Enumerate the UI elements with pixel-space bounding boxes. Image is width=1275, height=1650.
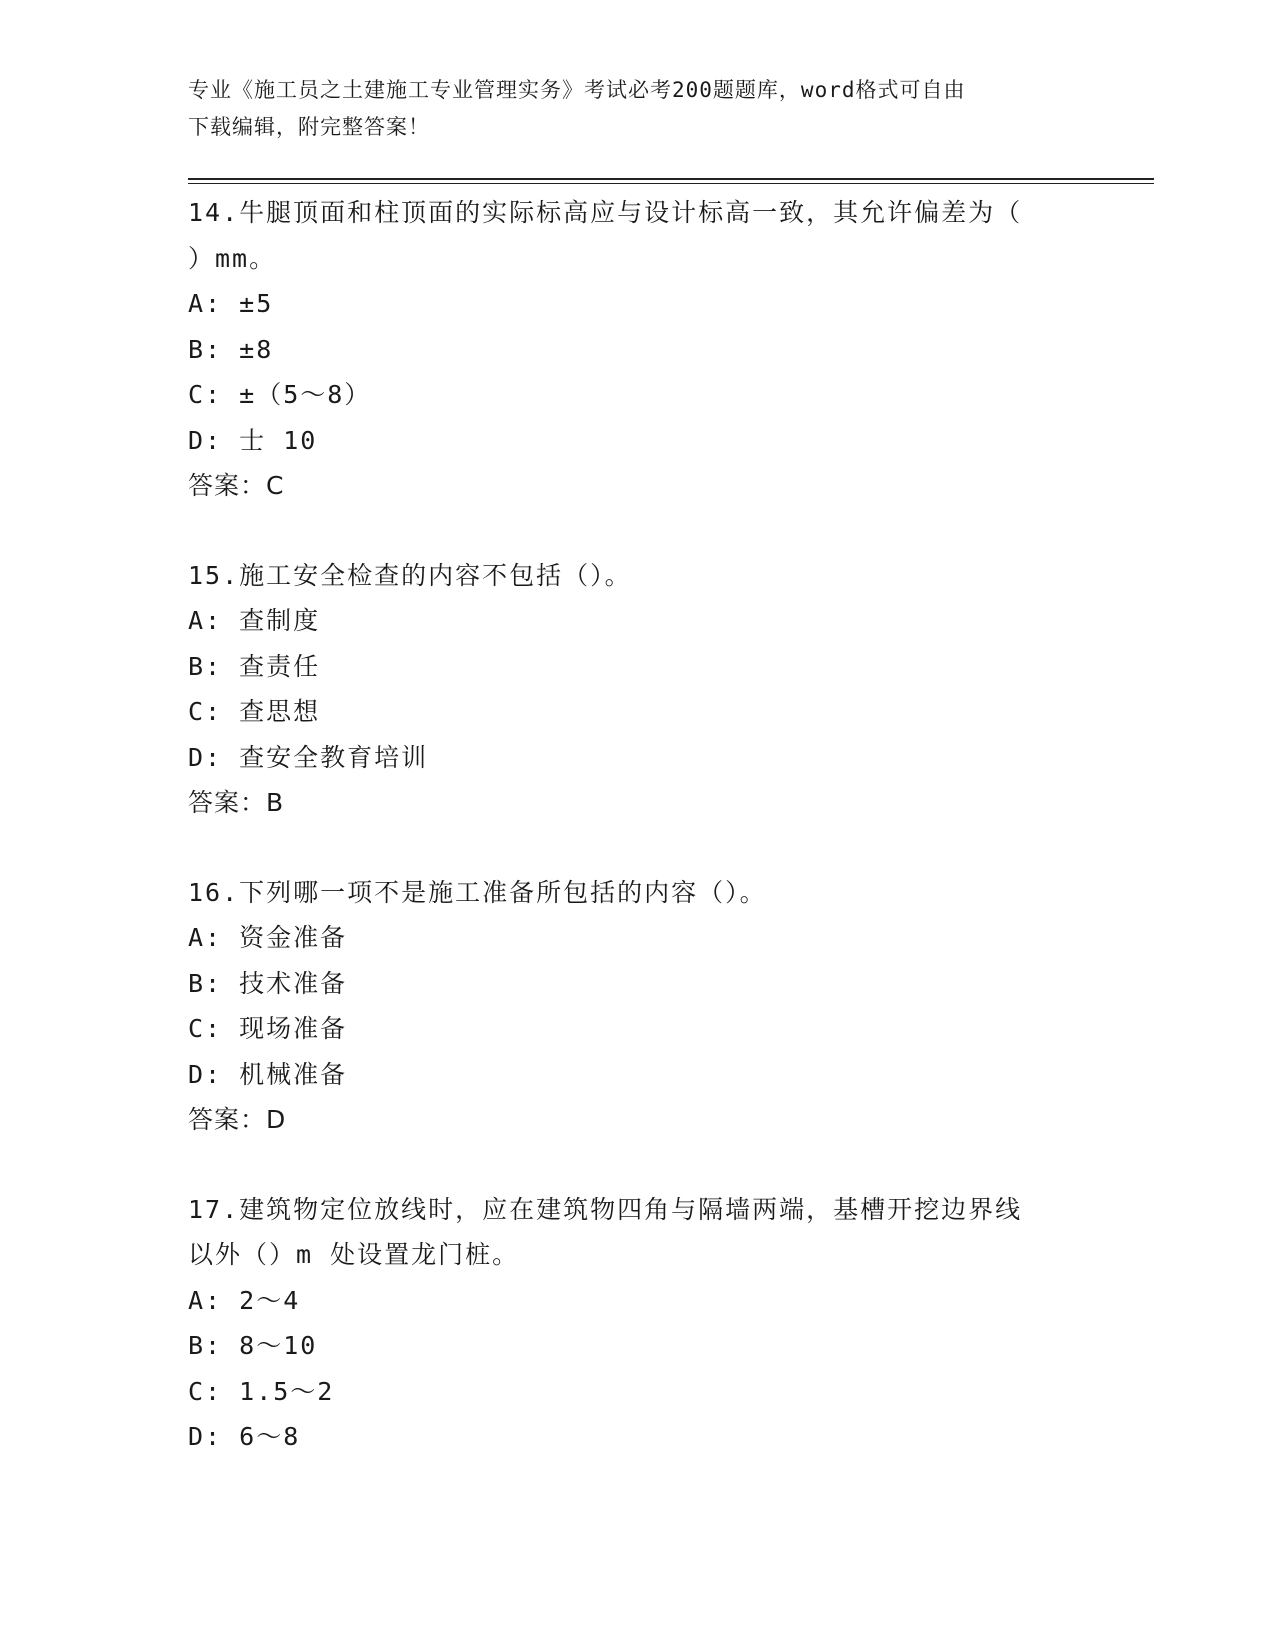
option-d: D: 机械准备 (188, 1059, 348, 1089)
question-16 (188, 870, 1088, 1143)
header-divider-thin (188, 183, 1154, 184)
header-divider-thick (188, 178, 1154, 180)
answer: 答案：D (188, 1105, 287, 1134)
document-header (188, 72, 1068, 146)
option-d: D: 查安全教育培训 (188, 742, 429, 772)
question-14 (188, 190, 1088, 509)
question-list (188, 190, 1088, 1504)
answer: 答案：C (188, 471, 285, 500)
option-d: D: 士 10 (188, 425, 318, 455)
option-c: C: 查思想 (188, 697, 321, 726)
option-b: B: 技术准备 (188, 968, 348, 998)
question-stem-continued: ）mm。 (188, 243, 277, 273)
option-c: C: 1.5～2 (188, 1376, 335, 1406)
answer: 答案：B (188, 788, 285, 817)
question-stem: 17.建筑物定位放线时，应在建筑物四角与隔墙两端，基槽开挖边界线 (188, 1194, 1023, 1224)
option-c: C: 现场准备 (188, 1014, 348, 1043)
option-a: A: 资金准备 (188, 923, 348, 952)
option-d: D: 6～8 (188, 1422, 301, 1451)
question-stem: 16.下列哪一项不是施工准备所包括的内容（）。 (188, 877, 767, 907)
question-stem: 14.牛腿顶面和柱顶面的实际标高应与设计标高一致，其允许偏差为（ (188, 198, 1023, 227)
option-a: A: ±5 (188, 289, 274, 318)
option-a: A: 查制度 (188, 606, 321, 635)
option-b: B: 8～10 (188, 1331, 318, 1360)
option-c: C: ±（5～8） (188, 380, 372, 409)
header-line-1: 专业《施工员之土建施工专业管理实务》考试必考200题题库，word格式可自由 (188, 78, 966, 102)
question-stem-continued: 以外（）m 处设置龙门桩。 (188, 1240, 520, 1269)
question-15 (188, 553, 1088, 826)
question-17 (188, 1187, 1088, 1460)
header-line-2: 下载编辑，附完整答案！ (188, 115, 430, 139)
option-b: B: 查责任 (188, 651, 321, 681)
option-b: B: ±8 (188, 334, 274, 364)
option-a: A: 2～4 (188, 1285, 301, 1315)
question-stem: 15.施工安全检查的内容不包括（）。 (188, 560, 632, 590)
